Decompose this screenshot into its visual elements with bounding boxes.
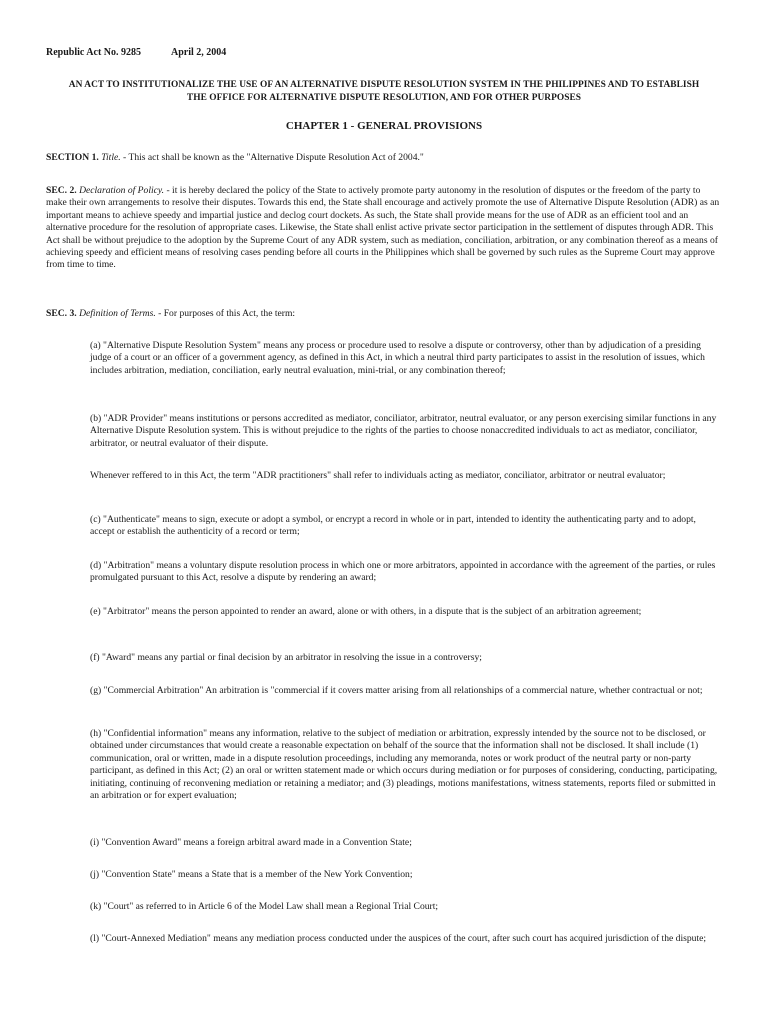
section-3 — [46, 308, 722, 320]
definition-k: (k) "Court" as referred to in Article 6 of the Model Law shall mean a Regional Trial Court; — [90, 901, 439, 912]
definition-e: (e) "Arbitrator" means the person appointed to render an award, alone or with others, in a dispute that is the subject of an arbitration agreement; — [90, 606, 642, 617]
section-text: - For purposes of this Act, the term: — [155, 308, 296, 319]
definition-h: (h) "Confidential information" means any information, relative to the subject of mediation or arbitration, expressly intended by the source not to be disclosed, or obtained under circumstances that would create a reasonable expectation on behalf of the source that the information shall not be disclosed. It shall include (1) communication, oral or written, made in a dispute resolution proceedings, including any memoranda, notes or work product of the neutral party or non-party participant, as defined in this Act; (2) an oral or written statement made or which occurs during mediation or for purposes of considering, conducting, participating, initiating, continuing of reconvening mediation or retaining a mediator; and (3) pleadings, motions manifestations, witness statements, reports filed or submitted in an arbitration or for expert evaluation; — [90, 728, 718, 802]
definition-l: (l) "Court-Annexed Mediation" means any mediation process conducted under the auspices of the court, after such court has acquired jurisdiction of the dispute; — [90, 933, 707, 944]
chapter-heading: CHAPTER 1 - GENERAL PROVISIONS — [285, 120, 483, 132]
section-text: - This act shall be known as the "Alternative Dispute Resolution Act of 2004." — [120, 152, 424, 163]
section-title: Definition of Terms. — [79, 308, 156, 319]
act-number: Republic Act No. 9285 — [46, 47, 141, 58]
section-title: Declaration of Policy. — [79, 185, 165, 196]
section-1 — [46, 152, 722, 164]
act-header — [46, 47, 226, 59]
act-title — [46, 79, 722, 104]
definition-a: (a) "Alternative Dispute Resolution System" means any process or procedure used to resolve a dispute or controversy, other than by adjudication of a presiding judge of a court or an officer of a government agency, as defined in this Act, in which a neutral third party participates to assist in the resolution of issues, which includes arbitration, mediation, conciliation, early neutral evaluation, mini-trial, or any combination thereof; — [90, 340, 705, 376]
definition-i: (i) "Convention Award" means a foreign arbitral award made in a Convention State; — [90, 837, 412, 848]
definition-b: (b) "ADR Provider" means institutions or persons accredited as mediator, conciliator, arbitrator, neutral evaluator, or any person exercising similar functions in any Alternative Dispute Resolution system. This is without prejudice to the rights of the parties to choose nonaccredited individuals to act as mediator, conciliator, arbitrator, or neutral evaluator of their dispute. — [90, 413, 717, 449]
section-title: Title. — [101, 152, 121, 163]
section-number: SECTION 1. — [46, 152, 99, 163]
definition-note-adr-practitioners: Whenever reffered to in this Act, the term "ADR practitioners" shall refer to individuals acting as mediator, conciliator, arbitrator or neutral evaluator; — [90, 470, 666, 481]
act-date: April 2, 2004 — [171, 47, 227, 58]
section-2 — [46, 185, 722, 272]
section-number: SEC. 2. — [46, 185, 77, 196]
definition-c: (c) "Authenticate" means to sign, execute or adopt a symbol, or encrypt a record in whole or in part, intended to identity the authenticating party and to adopt, accept or establish the authenticity of a record or term; — [90, 514, 696, 538]
act-title-line-1: AN ACT TO INSTITUTIONALIZE THE USE OF AN ALTERNATIVE DISPUTE RESOLUTION SYSTEM IN THE PHILIPPINES AND TO ESTABLISH — [68, 80, 700, 90]
definition-j: (j) "Convention State" means a State that is a member of the New York Convention; — [90, 869, 413, 880]
definition-f: (f) "Award" means any partial or final decision by an arbitrator in resolving the issue in a controversy; — [90, 652, 482, 663]
section-text: - it is hereby declared the policy of the State to actively promote party autonomy in the resolution of disputes or the freedom of the party to make their own arrangements to resolve their disputes. Towards this end, the State shall encourage and actively promote the use of Alternative Dispute Resolution (ADR) as an important means to achieve speedy and impartial justice and declog court dockets. As such, the State shall provide means for the use of ADR as an efficient tool and an alternative procedure for the resolution of appropriate cases. Likewise, the State shall enlist active private sector participation in the settlement of disputes through ADR. This Act shall be without prejudice to the adoption by the Supreme Court of any ADR system, such as mediation, conciliation, arbitration, or any combination thereof as a means of achieving speedy and efficient means of resolving cases pending before all courts in the Philippines which shall be governed by such rules as the Supreme Court may approve from time to time. — [46, 185, 720, 271]
definition-d: (d) "Arbitration" means a voluntary dispute resolution process in which one or more arbitrators, appointed in accordance with the agreement of the parties, or rules promulgated pursuant to this Act, resolve a dispute by rendering an award; — [90, 560, 716, 584]
section-number: SEC. 3. — [46, 308, 77, 319]
act-title-line-2: THE OFFICE FOR ALTERNATIVE DISPUTE RESOLUTION, AND FOR OTHER PURPOSES — [186, 92, 582, 103]
definition-g: (g) "Commercial Arbitration" An arbitration is "commercial if it covers matter arising from all relationships of a commercial nature, whether contractual or not; — [90, 685, 703, 696]
